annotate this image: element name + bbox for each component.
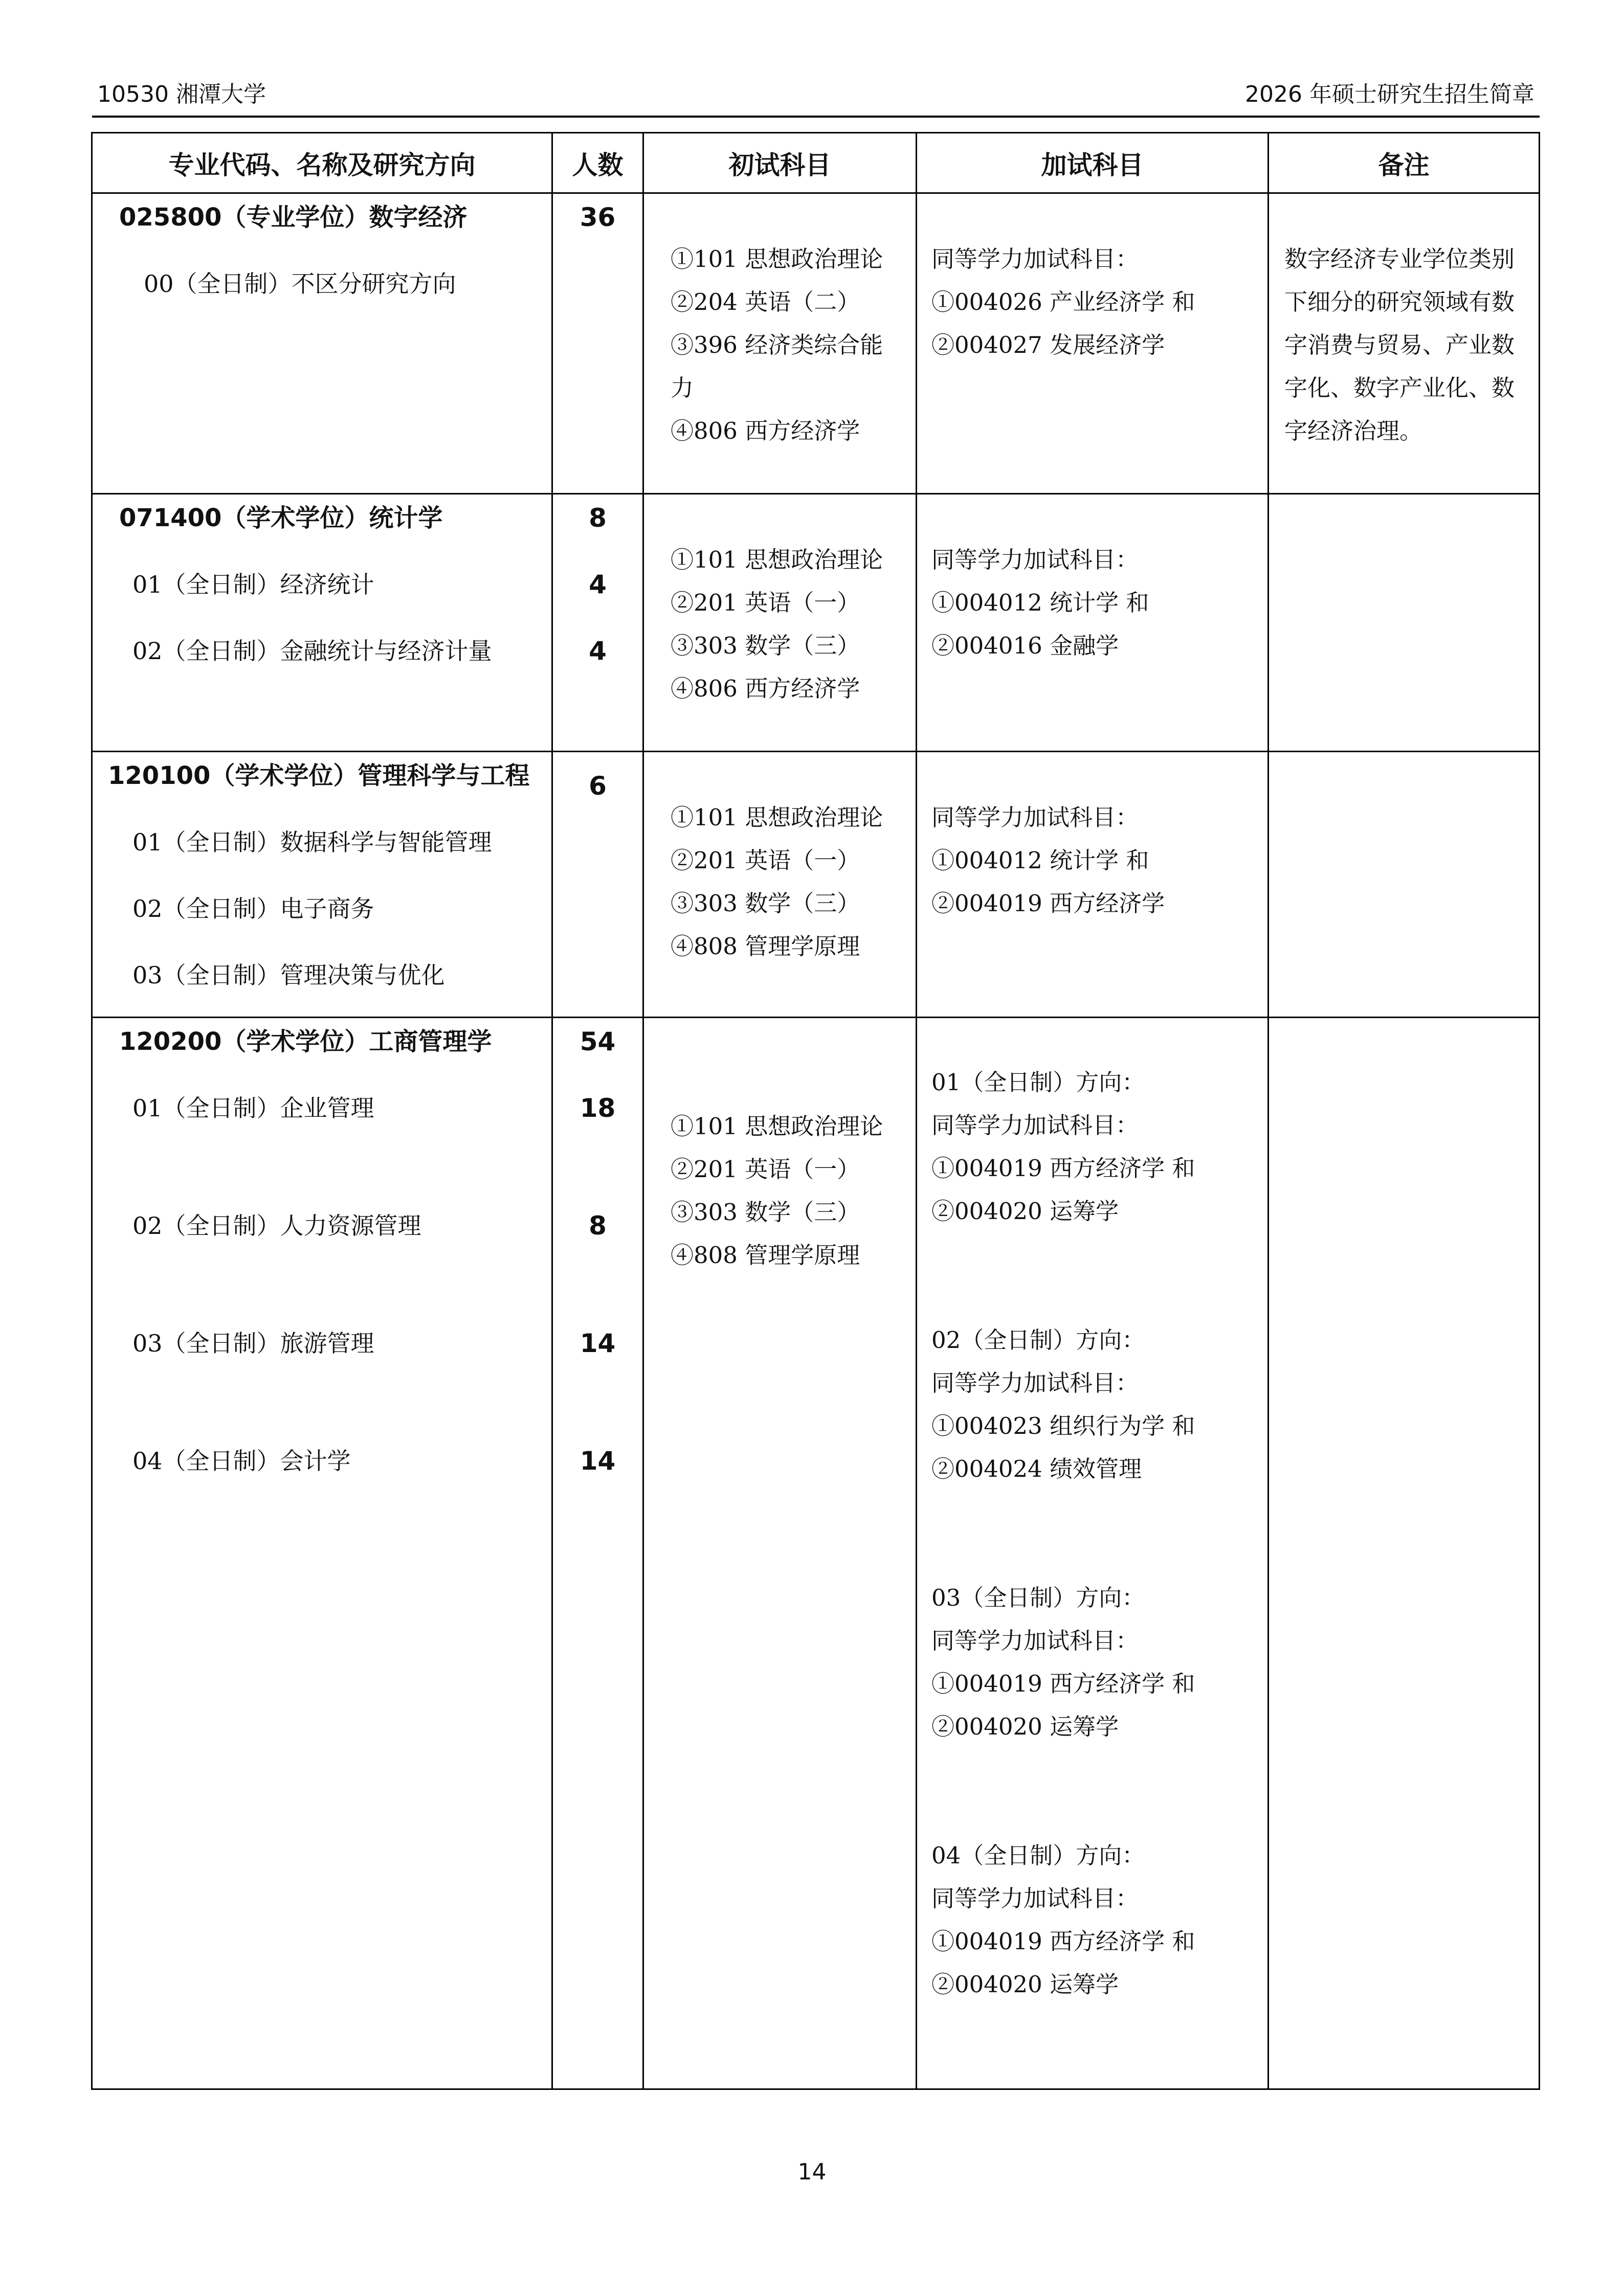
exam-subject: ①101 思想政治理论: [671, 804, 883, 831]
additional-line: ②004020 运筹学: [931, 1198, 1119, 1225]
direction-count: 14: [580, 1329, 616, 1358]
major-cell: [92, 1018, 552, 2089]
admissions-table: [91, 132, 1540, 2090]
additional-line: 04（全日制）方向：: [931, 1842, 1145, 1869]
remark-cell: [1269, 1018, 1540, 2089]
column-header-count: 人数: [552, 133, 643, 193]
direction-label: 02（全日制）人力资源管理: [132, 1212, 421, 1240]
remark-cell: [1269, 494, 1540, 752]
additional-line: ②004027 发展经济学: [931, 331, 1165, 358]
additional-block: [931, 1834, 1262, 2006]
direction-label: 03（全日制）管理决策与优化: [132, 961, 445, 989]
direction-label: 03（全日制）旅游管理: [132, 1330, 374, 1357]
exam-subjects-cell: [643, 193, 917, 494]
table-row: [92, 494, 1540, 752]
remark-text: [1269, 752, 1539, 796]
exam-subject: ③303 数学（三）: [671, 632, 860, 659]
remark-text: [1269, 1018, 1539, 1062]
additional-block: [931, 538, 1262, 667]
additional-line: ①004023 组织行为学 和: [931, 1412, 1195, 1439]
major-cell: [92, 752, 552, 1018]
major-count: 8: [589, 503, 607, 533]
exam-subject: ①101 思想政治理论: [671, 1113, 883, 1140]
additional-line: 02（全日制）方向：: [931, 1326, 1145, 1354]
direction-label: 04（全日制）会计学: [132, 1447, 351, 1475]
column-header-additional-subjects: 加试科目: [917, 133, 1269, 193]
count-cell: [552, 752, 643, 1018]
exam-subject: ①101 思想政治理论: [671, 245, 883, 273]
exam-subject: ④806 西方经济学: [671, 417, 860, 444]
direction-count: 4: [589, 636, 607, 666]
direction-label: 02（全日制）金融统计与经济计量: [132, 637, 492, 665]
column-header-exam-subjects: 初试科目: [643, 133, 917, 193]
exam-subject: ④806 西方经济学: [671, 675, 860, 702]
table-row: [92, 193, 1540, 494]
count-cell: [552, 494, 643, 752]
page-header: [92, 77, 1540, 118]
exam-subject: ②201 英语（一）: [671, 1156, 860, 1183]
direction-label: 01（全日制）经济统计: [132, 571, 374, 598]
direction-label: 01（全日制）数据科学与智能管理: [132, 828, 492, 856]
additional-line: 同等学力加试科目：: [931, 1627, 1139, 1654]
direction-label: 02（全日制）电子商务: [132, 895, 374, 922]
additional-line: 同等学力加试科目：: [931, 245, 1139, 273]
additional-line: ①004019 西方经济学 和: [931, 1670, 1195, 1697]
direction-label: 00（全日制）不区分研究方向: [144, 270, 456, 298]
major-cell: [92, 494, 552, 752]
direction-count: 4: [589, 570, 607, 599]
table-header-row: [92, 133, 1540, 193]
exam-subject: ③303 数学（三）: [671, 1199, 860, 1226]
additional-line: ②004020 运筹学: [931, 1971, 1119, 1998]
additional-line: ①004019 西方经济学 和: [931, 1155, 1195, 1182]
additional-line: ①004012 统计学 和: [931, 847, 1149, 874]
additional-line: 同等学力加试科目：: [931, 546, 1139, 573]
exam-subject: ③396 经济类综合能力: [671, 331, 883, 401]
additional-block: [931, 1319, 1262, 1491]
major-count: 36: [580, 202, 616, 232]
additional-line: ②004024 绩效管理: [931, 1455, 1142, 1482]
additional-line: ①004019 西方经济学 和: [931, 1928, 1195, 1955]
additional-subjects-cell: [917, 494, 1269, 752]
additional-line: ①004012 统计学 和: [931, 589, 1149, 616]
table-row: [92, 752, 1540, 1018]
exam-subject: ①101 思想政治理论: [671, 546, 883, 573]
exam-subject: ②201 英语（一）: [671, 847, 860, 874]
major-title: 120200（学术学位）工商管理学: [119, 1027, 492, 1056]
header-brochure-title: 2026 年硕士研究生招生简章: [1245, 81, 1534, 107]
count-cell: [552, 1018, 643, 2089]
major-title: 071400（学术学位）统计学: [119, 504, 443, 532]
additional-subjects-cell: [917, 752, 1269, 1018]
major-count: 54: [580, 1027, 616, 1056]
remark-cell: [1269, 193, 1540, 494]
major-count: 6: [589, 771, 607, 801]
additional-subjects-cell: [917, 1018, 1269, 2089]
additional-subjects-cell: [917, 193, 1269, 494]
additional-line: 同等学力加试科目：: [931, 1885, 1139, 1912]
exam-subjects-cell: [643, 1018, 917, 2089]
exam-subject: ②201 英语（一）: [671, 589, 860, 616]
column-header-major: 专业代码、名称及研究方向: [92, 133, 552, 193]
additional-line: ②004020 运筹学: [931, 1713, 1119, 1740]
additional-line: 同等学力加试科目：: [931, 804, 1139, 831]
additional-block: [931, 796, 1262, 925]
header-university: 10530 湘潭大学: [97, 81, 266, 107]
column-header-remark: 备注: [1269, 133, 1540, 193]
exam-subjects-cell: [643, 752, 917, 1018]
exam-subject: ③303 数学（三）: [671, 890, 860, 917]
additional-line: ②004019 西方经济学: [931, 890, 1165, 917]
additional-line: ②004016 金融学: [931, 632, 1119, 659]
count-cell: [552, 193, 643, 494]
direction-count: 18: [580, 1093, 616, 1123]
additional-line: 同等学力加试科目：: [931, 1112, 1139, 1139]
major-title: 120100（学术学位）管理科学与工程: [108, 761, 530, 790]
additional-line: 03（全日制）方向：: [931, 1584, 1145, 1611]
remark-cell: [1269, 752, 1540, 1018]
exam-subject: ④808 管理学原理: [671, 933, 860, 960]
direction-count: 8: [589, 1211, 607, 1241]
table-row: [92, 1018, 1540, 2089]
major-title: 025800（专业学位）数字经济: [119, 203, 468, 232]
additional-block: [931, 1061, 1262, 1233]
direction-label: 01（全日制）企业管理: [132, 1094, 374, 1122]
additional-block: [931, 1577, 1262, 1748]
remark-text: 数字经济专业学位类别下细分的研究领域有数字消费与贸易、产业数字化、数字产业化、数字经济治理。: [1284, 245, 1515, 444]
exam-subjects-cell: [643, 494, 917, 752]
exam-subject: ②204 英语（二）: [671, 288, 860, 316]
page-number: 14: [797, 2159, 827, 2185]
additional-block: [931, 238, 1262, 367]
additional-line: ①004026 产业经济学 和: [931, 288, 1195, 316]
direction-count: 14: [580, 1446, 616, 1476]
additional-line: 01（全日制）方向：: [931, 1069, 1145, 1096]
major-cell: [92, 193, 552, 494]
remark-text: [1269, 494, 1539, 538]
additional-line: 同等学力加试科目：: [931, 1369, 1139, 1397]
exam-subject: ④808 管理学原理: [671, 1242, 860, 1269]
